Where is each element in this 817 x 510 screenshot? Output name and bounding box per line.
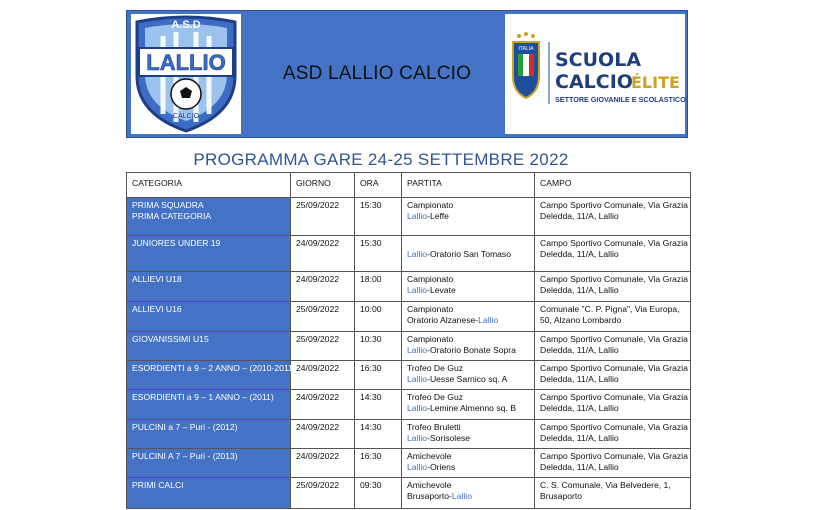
matches-table — [126, 172, 691, 509]
campo-text: Deledda, 11/A, Lallio — [540, 249, 619, 260]
cell-ora — [355, 198, 402, 236]
ora-text: 16:30 — [360, 363, 382, 373]
campo-text: Deledda, 11/A, Lallio — [540, 345, 619, 356]
categoria-text: PRIMA SQUADRA — [132, 200, 204, 210]
cell-partita — [402, 361, 535, 390]
partita-type: Campionato — [407, 334, 454, 344]
cell-campo — [535, 478, 691, 509]
column-header-categoria: CATEGORIA — [127, 173, 291, 198]
cell-ora — [355, 449, 402, 478]
match-teams — [407, 211, 529, 222]
categoria-text: PULCINI A 7 – Puri - (2013) — [132, 451, 238, 461]
team-lallio: Lallio — [407, 249, 428, 260]
column-header-ora: ORA — [355, 173, 402, 198]
campo-text: Deledda, 11/A, Lallio — [540, 211, 619, 222]
cell-categoria — [127, 478, 291, 509]
cell-giorno — [291, 478, 355, 509]
cell-ora — [355, 332, 402, 361]
cell-campo — [535, 390, 691, 420]
cell-partita — [402, 198, 535, 236]
table-row — [127, 420, 691, 449]
column-header-giorno: GIORNO — [291, 173, 355, 198]
ora-text: 14:30 — [360, 392, 382, 402]
cell-partita — [402, 302, 535, 332]
partita-type: Amichevole — [407, 451, 452, 461]
partita-type: Trofeo De Guz — [407, 363, 464, 373]
cell-ora — [355, 478, 402, 509]
team-lallio: Lallio — [407, 211, 428, 222]
match-teams — [407, 491, 529, 502]
cell-categoria — [127, 449, 291, 478]
cell-categoria — [127, 332, 291, 361]
partita-type: Campionato — [407, 304, 454, 314]
cell-campo — [535, 302, 691, 332]
giorno-text: 25/09/2022 — [296, 200, 340, 210]
team-name: -Oratorio San Tomaso — [427, 249, 511, 260]
ora-text: 16:30 — [360, 451, 382, 461]
cell-partita — [402, 420, 535, 449]
team-lallio: Lallio — [407, 374, 428, 385]
svg-text:SCUOLA: SCUOLA — [555, 49, 642, 71]
team-lallio: Lallio — [478, 315, 499, 326]
ora-text: 18:00 — [360, 274, 382, 284]
cell-campo — [535, 420, 691, 449]
team-lallio: Lallio — [451, 491, 472, 502]
ora-text: 09:30 — [360, 480, 382, 490]
cell-ora — [355, 420, 402, 449]
categoria-text: ESORDIENTI a 9 – 1 ANNO – (2011) — [132, 392, 274, 402]
campo-text: Deledda, 11/A, Lallio — [540, 403, 619, 414]
campo-text: Deledda, 11/A, Lallio — [540, 462, 619, 473]
match-teams — [407, 374, 529, 385]
cell-giorno — [291, 198, 355, 236]
scuola-calcio-elite-logo — [505, 14, 685, 134]
campo-text: Deledda, 11/A, Lallio — [540, 285, 619, 296]
giorno-text: 25/09/2022 — [296, 334, 340, 344]
table-row — [127, 449, 691, 478]
table-row — [127, 478, 691, 509]
cell-ora — [355, 302, 402, 332]
giorno-text: 24/09/2022 — [296, 392, 340, 402]
cell-categoria — [127, 198, 291, 236]
partita-type: Trofeo Bruletti — [407, 422, 461, 432]
svg-text:SETTORE GIOVANILE E SCOLASTICO: SETTORE GIOVANILE E SCOLASTICO — [555, 95, 685, 104]
team-lallio: Lallio — [407, 345, 428, 356]
match-teams — [407, 315, 529, 326]
giorno-text: 24/09/2022 — [296, 422, 340, 432]
campo-text: Campo Sportivo Comunale, Via Grazia — [540, 238, 688, 248]
campo-text: Deledda, 11/A, Lallio — [540, 374, 619, 385]
ora-text: 10:30 — [360, 334, 382, 344]
table-row — [127, 272, 691, 302]
giorno-text: 25/09/2022 — [296, 304, 340, 314]
cell-giorno — [291, 420, 355, 449]
partita-type: Campionato — [407, 274, 454, 284]
cell-partita — [402, 390, 535, 420]
svg-text:ITALIA: ITALIA — [518, 46, 534, 52]
team-lallio: Lallio — [407, 285, 428, 296]
cell-campo — [535, 236, 691, 272]
cell-giorno — [291, 390, 355, 420]
categoria-text: JUNIORES UNDER 19 — [132, 238, 221, 248]
campo-text: Comunale "C. P. Pigna", Via Europa, — [540, 304, 680, 314]
cell-partita — [402, 449, 535, 478]
cell-ora — [355, 272, 402, 302]
team-lallio: Lallio — [407, 433, 428, 444]
svg-text:ÉLITE: ÉLITE — [631, 73, 680, 92]
table-row — [127, 302, 691, 332]
cell-ora — [355, 390, 402, 420]
cell-partita — [402, 478, 535, 509]
ora-text: 15:30 — [360, 238, 382, 248]
cell-categoria — [127, 420, 291, 449]
categoria-text: PRIMA CATEGORIA — [132, 211, 212, 222]
categoria-text: PRIMI CALCI — [132, 480, 184, 490]
cell-giorno — [291, 332, 355, 361]
cell-partita — [402, 332, 535, 361]
campo-text: Campo Sportivo Comunale, Via Grazia — [540, 422, 688, 432]
campo-text: Campo Sportivo Comunale, Via Grazia — [540, 334, 688, 344]
campo-text: Campo Sportivo Comunale, Via Grazia — [540, 392, 688, 402]
categoria-text: ALLIEVI U16 — [132, 304, 182, 314]
ora-text: 10:00 — [360, 304, 382, 314]
cell-campo — [535, 361, 691, 390]
cell-ora — [355, 361, 402, 390]
team-name: -Lemine Almenno sq. B — [427, 403, 516, 414]
team-name: Brusaporto- — [407, 491, 452, 502]
cell-campo — [535, 332, 691, 361]
cell-giorno — [291, 361, 355, 390]
match-teams — [407, 345, 529, 356]
giorno-text: 25/09/2022 — [296, 480, 340, 490]
cell-campo — [535, 449, 691, 478]
campo-text: 50, Alzano Lombardo — [540, 315, 622, 326]
team-name: -Sorisolese — [427, 433, 471, 444]
categoria-text: ESORDIENTI a 9 – 2 ANNO – (2010-2011) — [132, 363, 296, 373]
table-row — [127, 390, 691, 420]
match-teams — [407, 433, 529, 444]
asd-lallio-logo — [131, 14, 241, 134]
program-title: PROGRAMMA GARE 24-25 SETTEMBRE 2022 — [193, 150, 569, 169]
partita-type: Campionato — [407, 200, 454, 210]
cell-giorno — [291, 272, 355, 302]
giorno-text: 24/09/2022 — [296, 274, 340, 284]
categoria-text: ALLIEVI U18 — [132, 274, 182, 284]
club-title: ASD LALLIO CALCIO — [282, 63, 472, 84]
ora-text: 15:30 — [360, 200, 382, 210]
header-banner — [126, 10, 688, 138]
svg-text:CALCIO: CALCIO — [555, 71, 633, 93]
giorno-text: 24/09/2022 — [296, 363, 340, 373]
team-name: -Leffe — [427, 211, 449, 222]
team-name: -Uesse Sarnico sq. A — [427, 374, 508, 385]
team-name: -Oriens — [427, 462, 456, 473]
cell-giorno — [291, 449, 355, 478]
cell-ora — [355, 236, 402, 272]
table-row — [127, 236, 691, 272]
team-lallio: Lallio — [407, 462, 428, 473]
cell-giorno — [291, 236, 355, 272]
campo-text: Campo Sportivo Comunale, Via Grazia — [540, 363, 688, 373]
cell-campo — [535, 272, 691, 302]
table-header-row — [127, 173, 691, 198]
team-name: -Levate — [427, 285, 456, 296]
categoria-text: GIOVANISSIMI U15 — [132, 334, 209, 344]
svg-text:LALLIO: LALLIO — [146, 50, 226, 75]
partita-type: Trofeo De Guz — [407, 392, 464, 402]
campo-text: Brusaporto — [540, 491, 583, 502]
match-teams — [407, 249, 529, 260]
ora-text: 14:30 — [360, 422, 382, 432]
column-header-partita: PARTITA — [402, 173, 535, 198]
cell-campo — [535, 198, 691, 236]
svg-text:CALCIO: CALCIO — [172, 113, 200, 120]
cell-categoria — [127, 236, 291, 272]
column-header-campo: CAMPO — [535, 173, 691, 198]
campo-text: C. S. Comunale, Via Belvedere, 1, — [540, 480, 671, 490]
campo-text: Campo Sportivo Comunale, Via Grazia — [540, 451, 688, 461]
campo-text: Campo Sportivo Comunale, Via Grazia — [540, 274, 688, 284]
campo-text: Campo Sportivo Comunale, Via Grazia — [540, 200, 688, 210]
partita-type: Amichevole — [407, 480, 452, 490]
cell-giorno — [291, 302, 355, 332]
match-teams — [407, 285, 529, 296]
cell-categoria — [127, 361, 296, 390]
team-lallio: Lallio — [407, 403, 428, 414]
svg-text:A.S.D: A.S.D — [171, 19, 201, 31]
table-row — [127, 332, 691, 361]
team-name: Oratorio Alzanese- — [407, 315, 479, 326]
categoria-text: PULCINI a 7 – Puri - (2012) — [132, 422, 238, 432]
cell-partita — [402, 272, 535, 302]
team-name: -Oratorio Bonate Sopra — [427, 345, 516, 356]
cell-categoria — [127, 390, 291, 420]
giorno-text: 24/09/2022 — [296, 238, 340, 248]
cell-categoria — [127, 302, 291, 332]
table-row — [127, 198, 691, 236]
campo-text: Deledda, 11/A, Lallio — [540, 433, 619, 444]
match-teams — [407, 462, 529, 473]
match-teams — [407, 403, 529, 414]
table-row — [127, 361, 691, 390]
giorno-text: 24/09/2022 — [296, 451, 340, 461]
cell-categoria — [127, 272, 291, 302]
cell-partita — [402, 236, 535, 272]
